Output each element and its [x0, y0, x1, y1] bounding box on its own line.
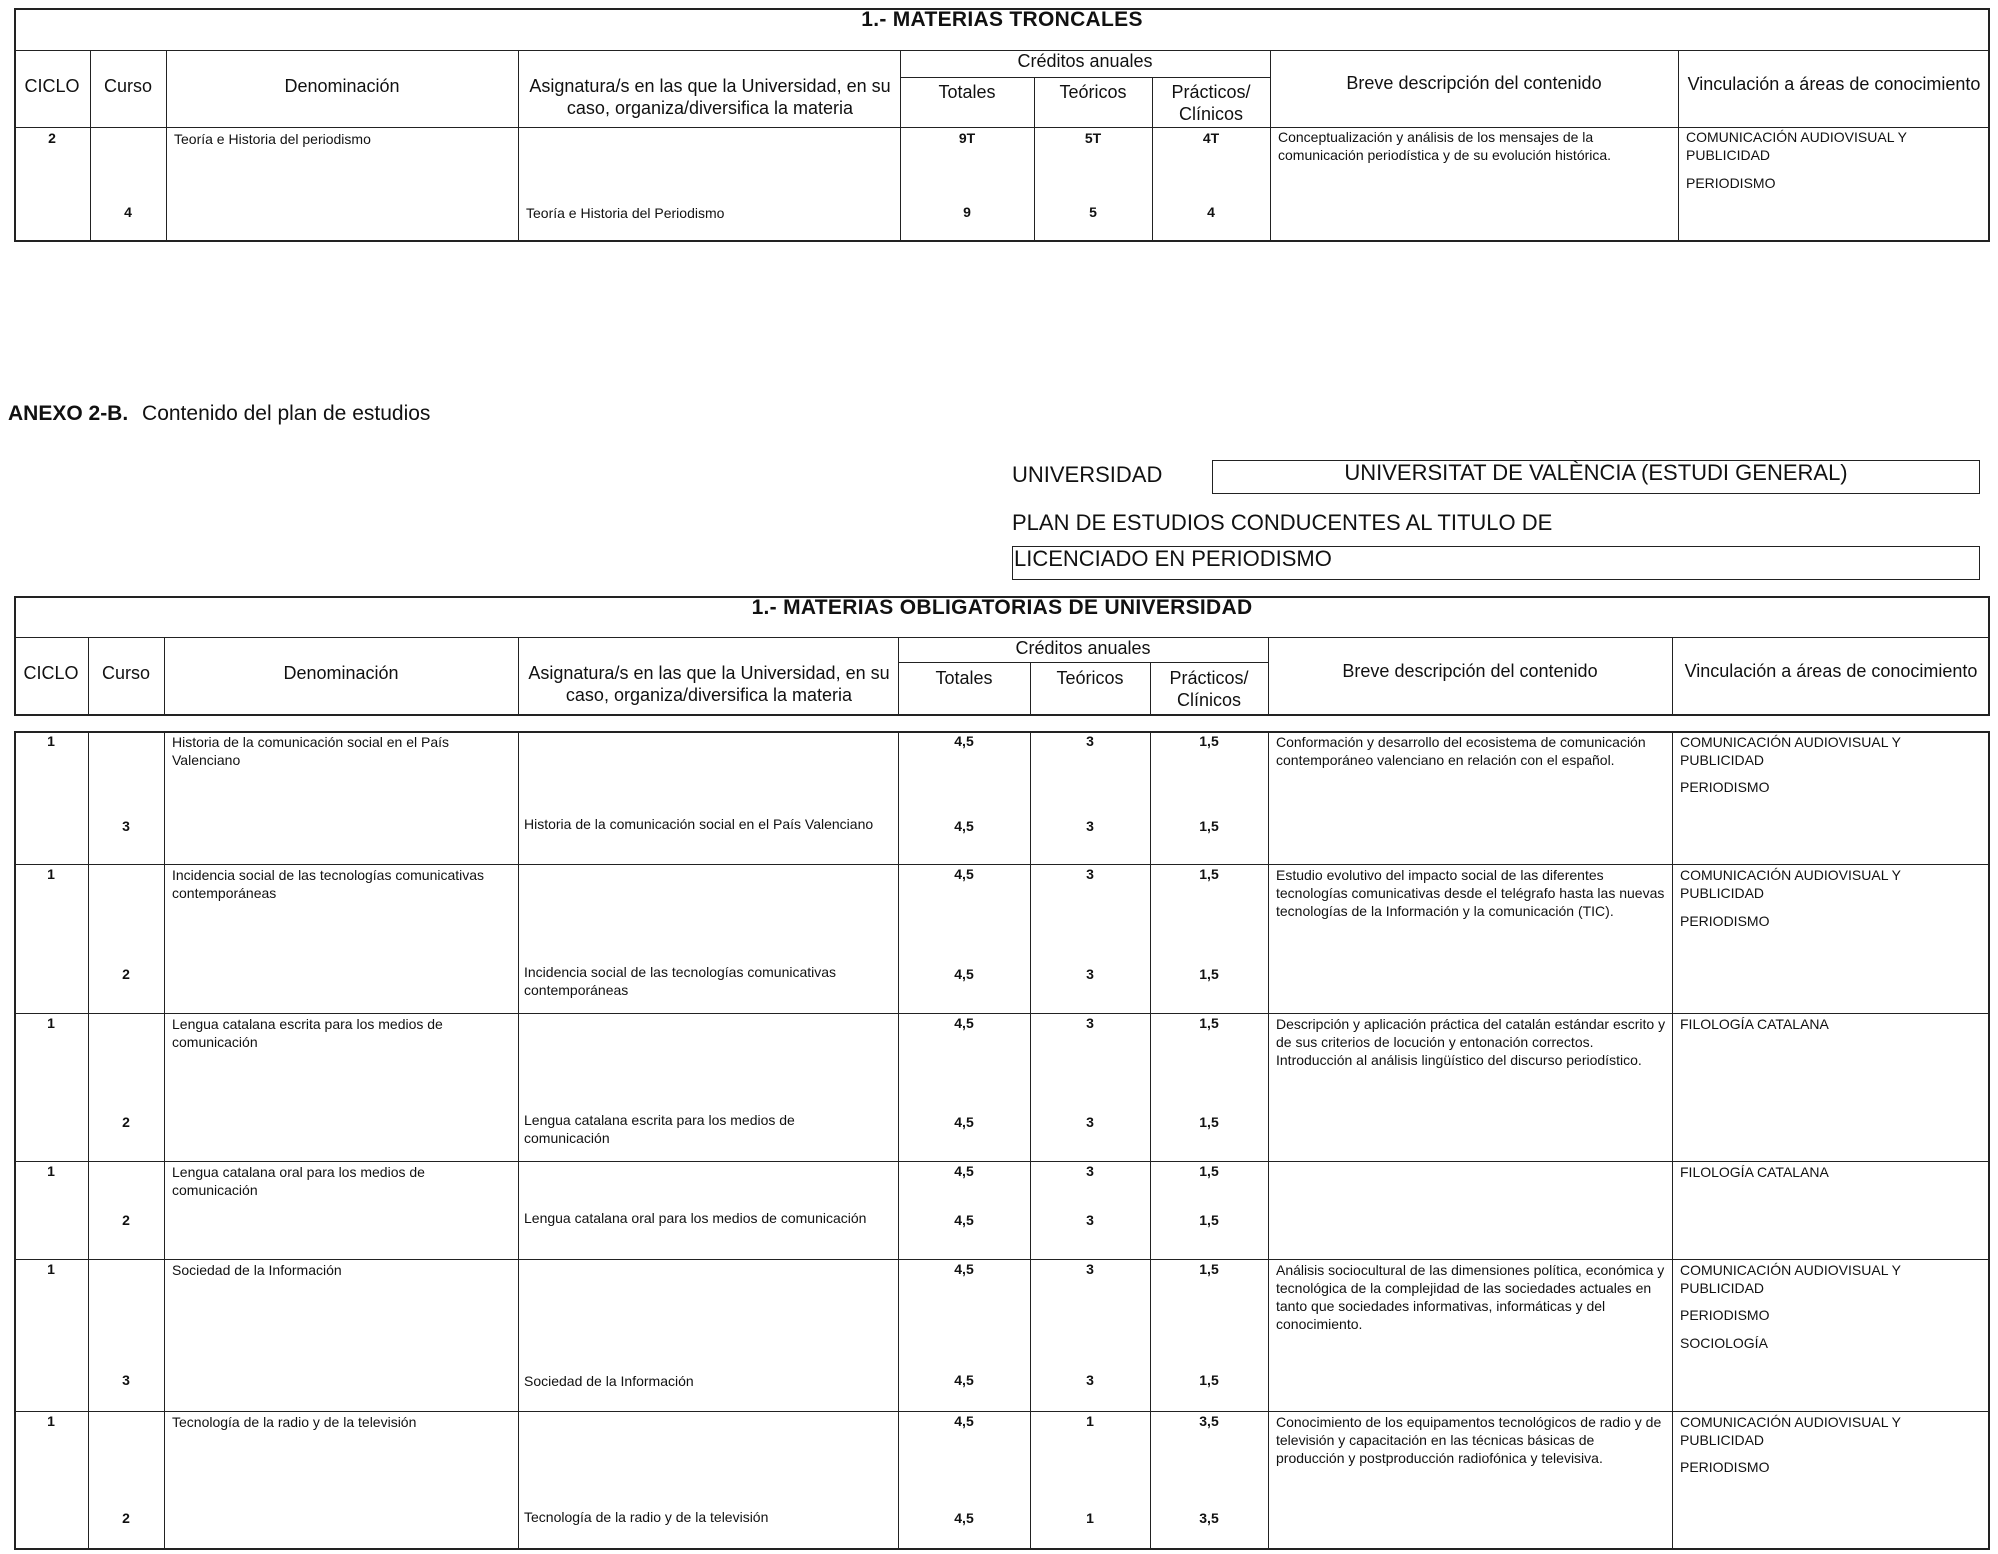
row2-descripcion: Estudio evolutivo del impacto social de las diferentes tecnologías comunicativas desde el telégrafo hasta las nuevas tecnologías de la Información y la comunicación (TIC).	[1276, 867, 1665, 919]
header2-creditos: Créditos anuales	[1015, 638, 1151, 658]
row2-totales-top: 4,5	[954, 866, 974, 882]
obligatorias-title: 1.- MATERIAS OBLIGATORIAS DE UNIVERSIDAD	[751, 596, 1253, 619]
row1-totales-top: 4,5	[954, 733, 974, 749]
row3-teoricos-top: 3	[1086, 1015, 1094, 1031]
row1-ciclo: 1	[47, 733, 55, 749]
row4-totales-top: 4,5	[954, 1163, 974, 1179]
row2-totales: 4,5	[954, 966, 974, 982]
anexo-label: ANEXO 2-B.	[8, 402, 129, 425]
troncales-totales-b: 9	[963, 204, 971, 220]
anexo-text: Contenido del plan de estudios	[142, 402, 431, 425]
row1-teoricos-top: 3	[1086, 733, 1094, 749]
row5-descripcion: Análisis sociocultural de las dimensiones política, económica y tecnológica de la complejidad de las sociedades actuales en tanto que sociedades informativas, informáticas y del conocimiento.	[1276, 1262, 1665, 1332]
row6-teoricos: 1	[1086, 1510, 1094, 1526]
troncales-area-1: COMUNICACIÓN AUDIOVISUAL Y PUBLICIDAD	[1686, 129, 1907, 163]
troncales-totales-a: 9T	[958, 130, 976, 146]
row6-practicos: 3,5	[1199, 1510, 1219, 1526]
row6-area-2: PERIODISMO	[1680, 1459, 1770, 1475]
row5-area-1: COMUNICACIÓN AUDIOVISUAL Y PUBLICIDAD	[1680, 1262, 1901, 1296]
row4-denominacion: Lengua catalana oral para los medios de comunicación	[172, 1164, 425, 1198]
row5-practicos-top: 1,5	[1199, 1261, 1219, 1277]
row6-area-1: COMUNICACIÓN AUDIOVISUAL Y PUBLICIDAD	[1680, 1414, 1901, 1448]
header-vinculacion: Vinculación a áreas de conocimiento	[1687, 74, 1981, 94]
universidad-value: UNIVERSITAT DE VALÈNCIA (ESTUDI GENERAL)	[1344, 460, 1848, 485]
header2-totales: Totales	[935, 668, 993, 688]
row2-teoricos-top: 3	[1086, 866, 1094, 882]
row6-descripcion: Conocimiento de los equipamentos tecnológicos de radio y de televisión y capacitación en las técnicas básicas de producción y postproducción radiofónica y televisiva.	[1276, 1414, 1662, 1466]
row1-practicos: 1,5	[1199, 818, 1219, 834]
header-teoricos: Teóricos	[1059, 82, 1127, 102]
troncales-area-2: PERIODISMO	[1686, 175, 1776, 191]
row6-denominacion: Tecnología de la radio y de la televisión	[172, 1414, 417, 1430]
row5-asignatura: Sociedad de la Información	[524, 1373, 694, 1389]
row5-practicos: 1,5	[1199, 1372, 1219, 1388]
header2-ciclo: CICLO	[23, 663, 79, 683]
row6-asignatura: Tecnología de la radio y de la televisión	[524, 1509, 769, 1525]
header-asignatura: Asignatura/s en las que la Universidad, en su caso, organiza/diversifica la materia	[529, 76, 891, 118]
header-denominacion: Denominación	[284, 76, 400, 96]
header2-curso: Curso	[101, 663, 150, 683]
row5-ciclo: 1	[47, 1261, 55, 1277]
row1-curso: 3	[122, 818, 130, 834]
row1-asignatura: Historia de la comunicación social en el País Valenciano	[524, 816, 874, 832]
row5-area-2: PERIODISMO	[1680, 1307, 1770, 1323]
row2-asignatura: Incidencia social de las tecnologías comunicativas contemporáneas	[524, 964, 837, 998]
row3-descripcion: Descripción y aplicación práctica del catalán estándar escrito y de sus criterios de locución y entonación correctos. Introducción al análisis lingüístico del discurso periodístico.	[1276, 1016, 1666, 1068]
row1-area-1: COMUNICACIÓN AUDIOVISUAL Y PUBLICIDAD	[1680, 734, 1901, 768]
row1-area-2: PERIODISMO	[1680, 779, 1770, 795]
row4-teoricos-top: 3	[1086, 1163, 1094, 1179]
row3-totales: 4,5	[954, 1114, 974, 1130]
header2-asignatura: Asignatura/s en las que la Universidad, en su caso, organiza/diversifica la materia	[528, 663, 890, 705]
plan-value: LICENCIADO EN PERIODISMO	[1014, 546, 1332, 571]
row5-denominacion: Sociedad de la Información	[172, 1262, 342, 1278]
row2-area-2: PERIODISMO	[1680, 913, 1770, 929]
row4-ciclo: 1	[47, 1163, 55, 1179]
universidad-label: UNIVERSIDAD	[1012, 462, 1163, 487]
troncales-practicos-a: 4T	[1202, 130, 1220, 146]
row4-asignatura: Lengua catalana oral para los medios de comunicación	[524, 1210, 867, 1226]
header-descripcion: Breve descripción del contenido	[1346, 73, 1602, 93]
anexo-heading	[8, 402, 430, 426]
row3-asignatura: Lengua catalana escrita para los medios de comunicación	[524, 1112, 795, 1146]
row6-totales-top: 4,5	[954, 1413, 974, 1429]
row3-area-1: FILOLOGÍA CATALANA	[1680, 1016, 1829, 1032]
row2-area-1: COMUNICACIÓN AUDIOVISUAL Y PUBLICIDAD	[1680, 867, 1901, 901]
row1-descripcion: Conformación y desarrollo del ecosistema de comunicación contemporáneo valenciano en relación con el español.	[1276, 734, 1646, 768]
row3-practicos: 1,5	[1199, 1114, 1219, 1130]
row3-teoricos: 3	[1086, 1114, 1094, 1130]
header2-teoricos: Teóricos	[1056, 668, 1124, 688]
troncales-ciclo: 2	[48, 130, 56, 146]
header2-denominacion: Denominación	[283, 663, 399, 683]
header-ciclo: CICLO	[24, 76, 80, 96]
header2-practicos: Prácticos/ Clínicos	[1169, 668, 1249, 710]
row6-curso: 2	[122, 1510, 130, 1526]
troncales-curso: 4	[124, 204, 132, 220]
row2-teoricos: 3	[1086, 966, 1094, 982]
row3-curso: 2	[122, 1114, 130, 1130]
row2-practicos: 1,5	[1199, 966, 1219, 982]
row4-teoricos: 3	[1086, 1212, 1094, 1228]
row1-practicos-top: 1,5	[1199, 733, 1219, 749]
row6-ciclo: 1	[47, 1413, 55, 1429]
row4-practicos-top: 1,5	[1199, 1163, 1219, 1179]
row5-curso: 3	[122, 1372, 130, 1388]
row3-practicos-top: 1,5	[1199, 1015, 1219, 1031]
header-curso: Curso	[103, 76, 152, 96]
row2-curso: 2	[122, 966, 130, 982]
troncales-denominacion: Teoría e Historia del periodismo	[174, 131, 371, 147]
row5-teoricos: 3	[1086, 1372, 1094, 1388]
header-creditos: Créditos anuales	[1017, 51, 1153, 71]
troncales-teoricos-b: 5	[1089, 204, 1097, 220]
row5-totales: 4,5	[954, 1372, 974, 1388]
header-practicos: Prácticos/ Clínicos	[1171, 82, 1251, 124]
row3-ciclo: 1	[47, 1015, 55, 1031]
row4-curso: 2	[122, 1212, 130, 1228]
row1-teoricos: 3	[1086, 818, 1094, 834]
row4-totales: 4,5	[954, 1212, 974, 1228]
header-totales: Totales	[938, 82, 996, 102]
troncales-teoricos-a: 5T	[1084, 130, 1102, 146]
row4-area-1: FILOLOGÍA CATALANA	[1680, 1164, 1829, 1180]
troncales-asignatura: Teoría e Historia del Periodismo	[526, 205, 725, 221]
plan-label: PLAN DE ESTUDIOS CONDUCENTES AL TITULO DE	[1012, 510, 1553, 535]
row2-ciclo: 1	[47, 866, 55, 882]
row3-denominacion: Lengua catalana escrita para los medios de comunicación	[172, 1016, 443, 1050]
row1-totales: 4,5	[954, 818, 974, 834]
header2-vinculacion: Vinculación a áreas de conocimiento	[1684, 661, 1978, 681]
row6-practicos-top: 3,5	[1199, 1413, 1219, 1429]
row2-denominacion: Incidencia social de las tecnologías comunicativas contemporáneas	[172, 867, 485, 901]
row1-denominacion: Historia de la comunicación social en el País Valenciano	[172, 734, 450, 768]
troncales-practicos-b: 4	[1207, 204, 1215, 220]
row5-teoricos-top: 3	[1086, 1261, 1094, 1277]
row5-area-3: SOCIOLOGÍA	[1680, 1335, 1768, 1351]
troncales-title: 1.- MATERIAS TRONCALES	[861, 8, 1143, 31]
row6-totales: 4,5	[954, 1510, 974, 1526]
row3-totales-top: 4,5	[954, 1015, 974, 1031]
row2-practicos-top: 1,5	[1199, 866, 1219, 882]
troncales-descripcion: Conceptualización y análisis de los mensajes de la comunicación periodística y de su evolución histórica.	[1278, 129, 1612, 163]
row4-practicos: 1,5	[1199, 1212, 1219, 1228]
row5-totales-top: 4,5	[954, 1261, 974, 1277]
row6-teoricos-top: 1	[1086, 1413, 1094, 1429]
header2-descripcion: Breve descripción del contenido	[1342, 661, 1598, 681]
